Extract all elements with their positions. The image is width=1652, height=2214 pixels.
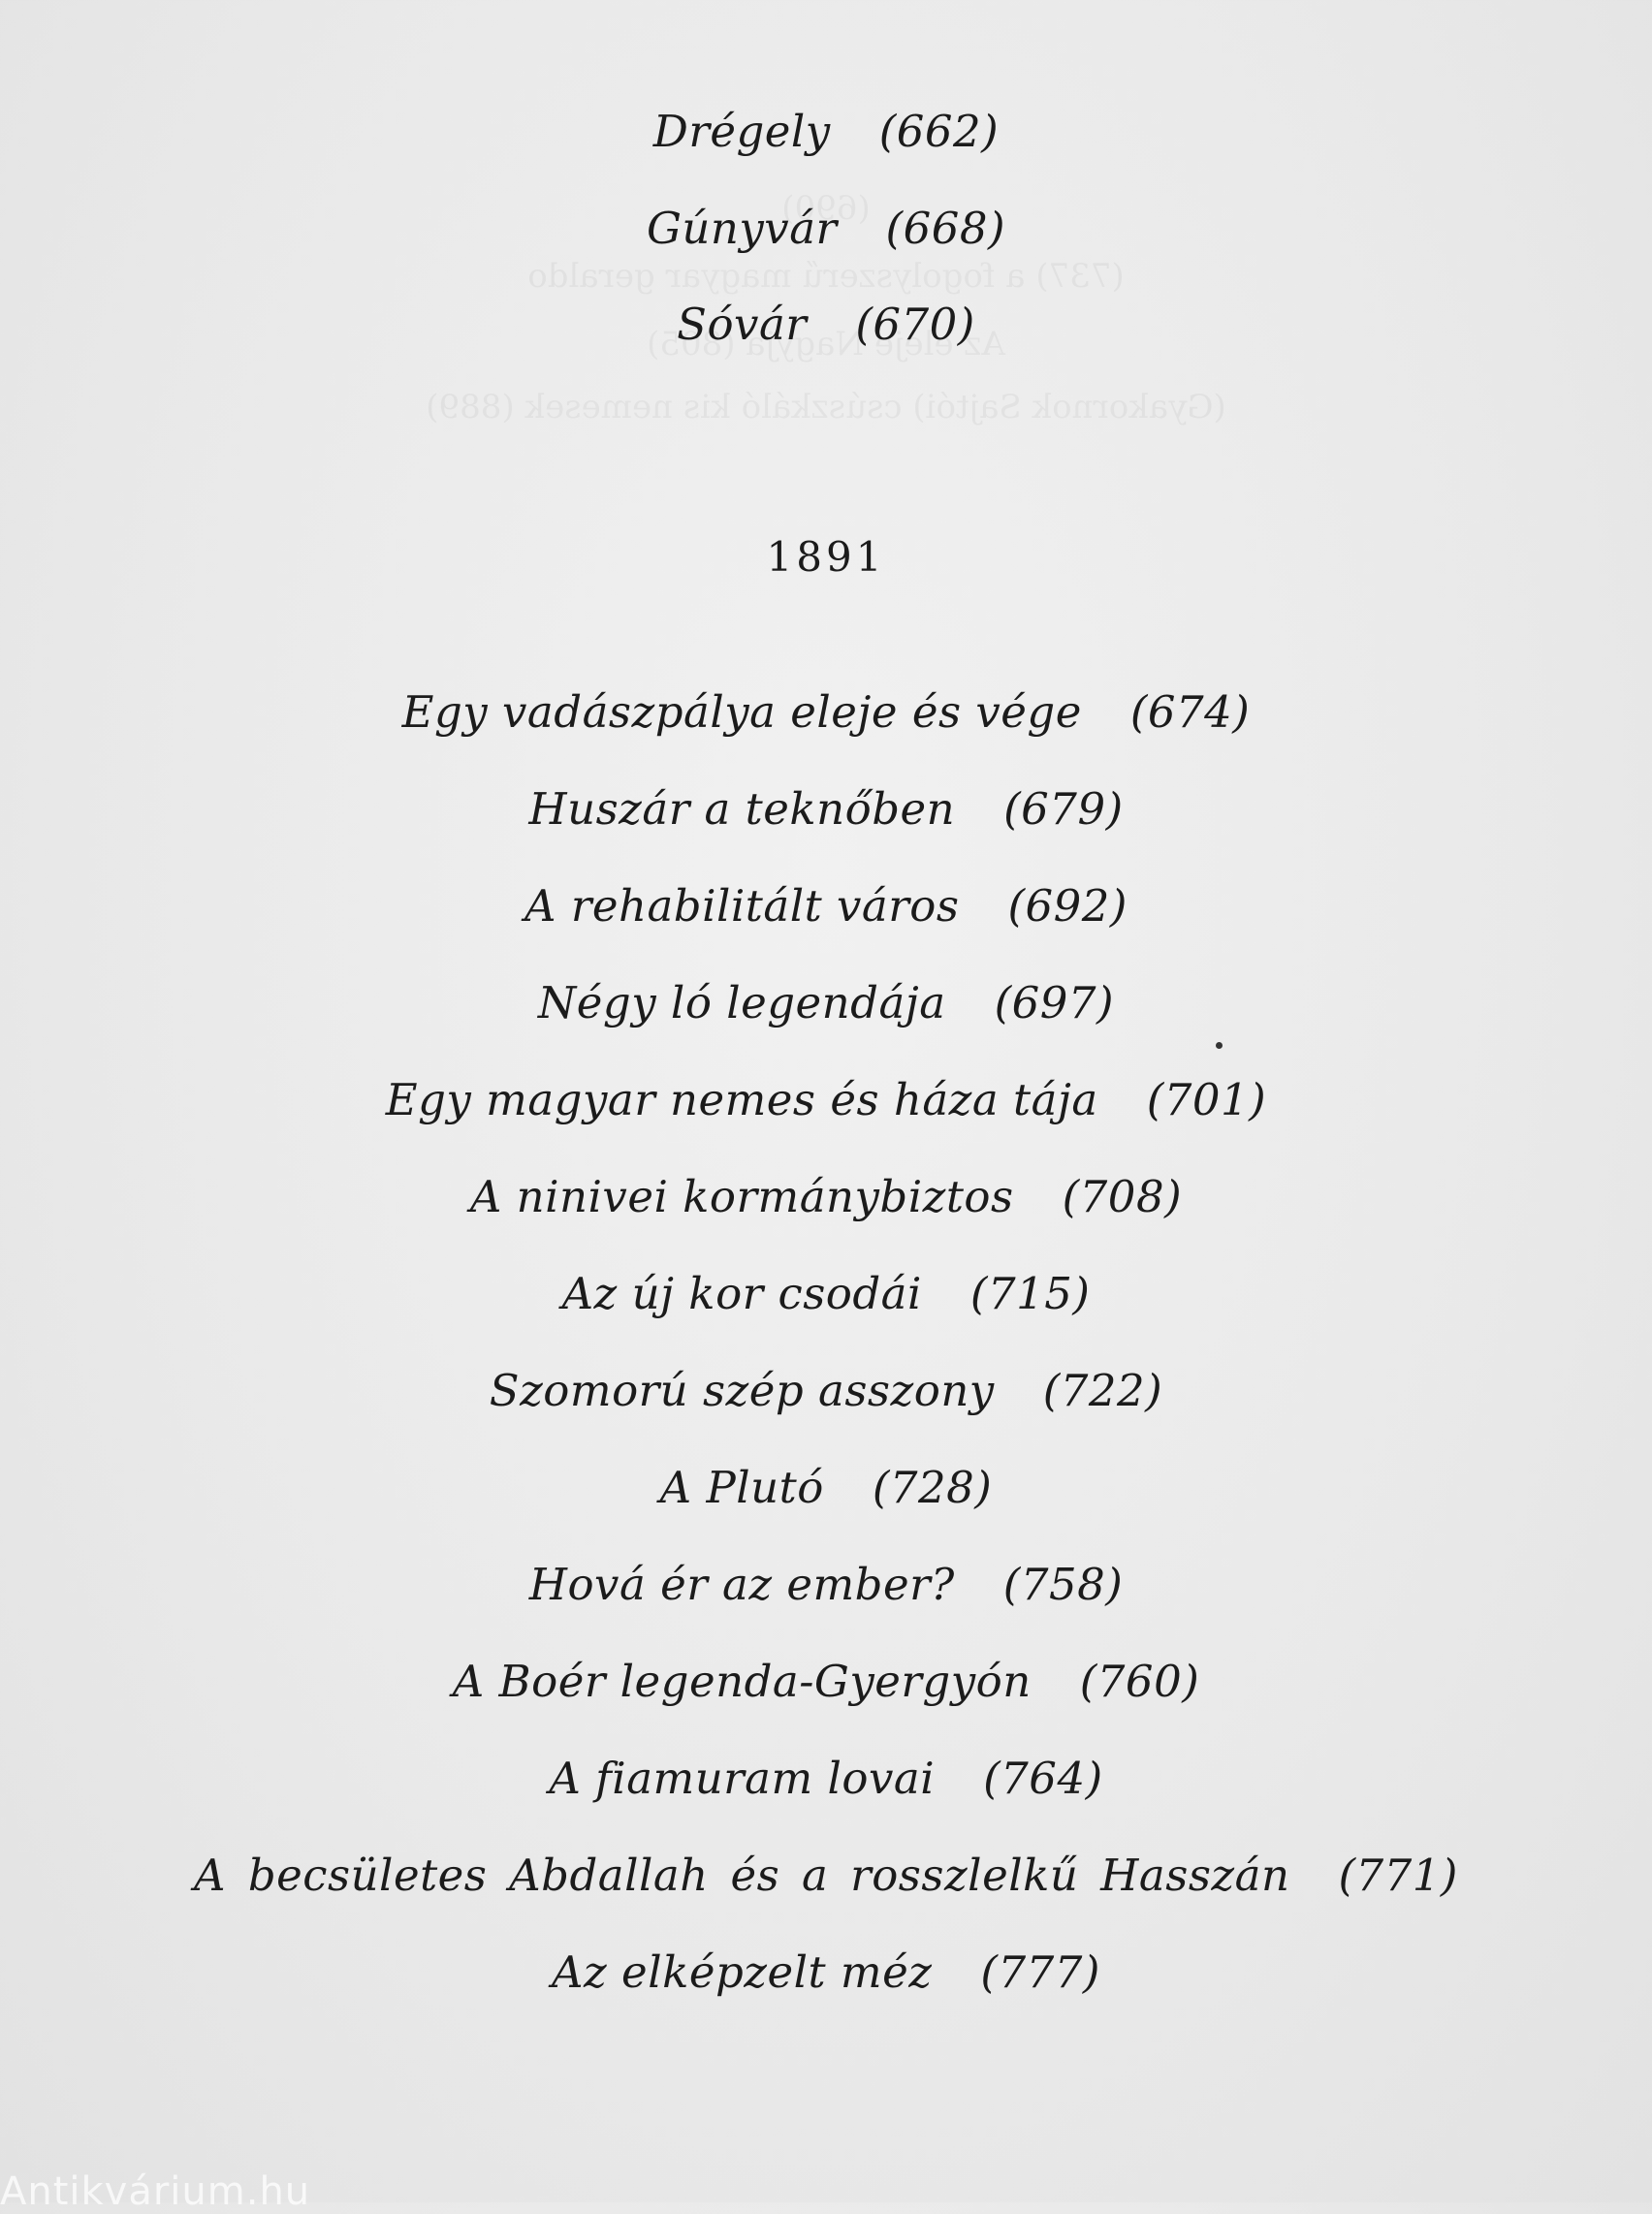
entry-page-number: (758) xyxy=(1002,1559,1124,1610)
entry-page-number: (701) xyxy=(1146,1074,1267,1125)
entry-page-number: (668) xyxy=(885,203,1006,254)
toc-entry xyxy=(0,1071,1652,1129)
entry-title: Drégely xyxy=(652,106,831,157)
entry-title: A Boér legenda-Gyergyón xyxy=(452,1656,1032,1707)
entry-title: Négy ló legendája xyxy=(537,977,946,1028)
entry-page-number: (679) xyxy=(1003,783,1124,835)
entry-title: Hová ér az ember? xyxy=(528,1559,955,1610)
entry-title: Az elképzelt méz xyxy=(552,1946,933,1998)
entry-title: A fiamuram lovai xyxy=(549,1753,936,1804)
entry-title: Egy magyar nemes és háza tája xyxy=(385,1074,1098,1125)
toc-entry xyxy=(0,1556,1652,1614)
toc-entry xyxy=(0,974,1652,1032)
toc-entry xyxy=(0,1168,1652,1226)
toc-entry xyxy=(0,1459,1652,1517)
show-through-text xyxy=(0,383,1652,431)
entry-page-number: (722) xyxy=(1042,1365,1163,1416)
entry-title: A ninivei kormánybiztos xyxy=(469,1171,1014,1222)
entry-page-number: (771) xyxy=(1338,1850,1458,1901)
entry-title: Gúnyvár xyxy=(646,203,838,254)
entry-page-number: (692) xyxy=(1007,880,1128,932)
entry-title: Az új kor csodái xyxy=(561,1268,922,1319)
toc-entry xyxy=(0,1362,1652,1420)
toc-entry xyxy=(0,1944,1652,2002)
entry-title: Egy vadászpálya eleje és vége xyxy=(401,686,1082,738)
entry-title: Sóvár xyxy=(677,299,808,350)
toc-entry xyxy=(0,1265,1652,1323)
watermark: Antikvárium.hu xyxy=(0,2169,311,2214)
toc-entry xyxy=(0,1653,1652,1711)
toc-entry xyxy=(0,1847,1652,1905)
entry-page-number: (708) xyxy=(1062,1171,1183,1222)
entry-page-number: (662) xyxy=(878,106,1000,157)
toc-entry xyxy=(0,683,1652,742)
entry-page-number: (760) xyxy=(1079,1656,1200,1707)
entry-page-number: (674) xyxy=(1129,686,1251,738)
entry-title: Huszár a teknőben xyxy=(528,783,956,835)
entry-page-number: (670) xyxy=(855,299,975,350)
toc-entry xyxy=(0,1750,1652,1808)
toc-entry xyxy=(0,780,1652,838)
entry-title: A Plutó xyxy=(659,1462,824,1513)
entry-page-number: (697) xyxy=(994,977,1115,1028)
toc-entry xyxy=(0,296,1652,354)
toc-entry xyxy=(0,103,1652,161)
year-heading: 1891 xyxy=(766,533,886,581)
show-through-text xyxy=(0,252,1652,300)
entry-page-number: (764) xyxy=(983,1753,1103,1804)
entry-title: Szomorú szép asszony xyxy=(489,1365,995,1416)
toc-entry xyxy=(0,200,1652,258)
entry-page-number: (715) xyxy=(969,1268,1091,1319)
entry-title: A rehabilitált város xyxy=(524,880,960,932)
entry-page-number: (777) xyxy=(980,1946,1100,1998)
toc-entry xyxy=(0,877,1652,935)
ink-speck xyxy=(1216,1042,1223,1049)
entry-title: A becsületes Abdallah és a rosszlelkű Hasszán xyxy=(194,1850,1290,1901)
entry-page-number: (728) xyxy=(872,1462,993,1513)
